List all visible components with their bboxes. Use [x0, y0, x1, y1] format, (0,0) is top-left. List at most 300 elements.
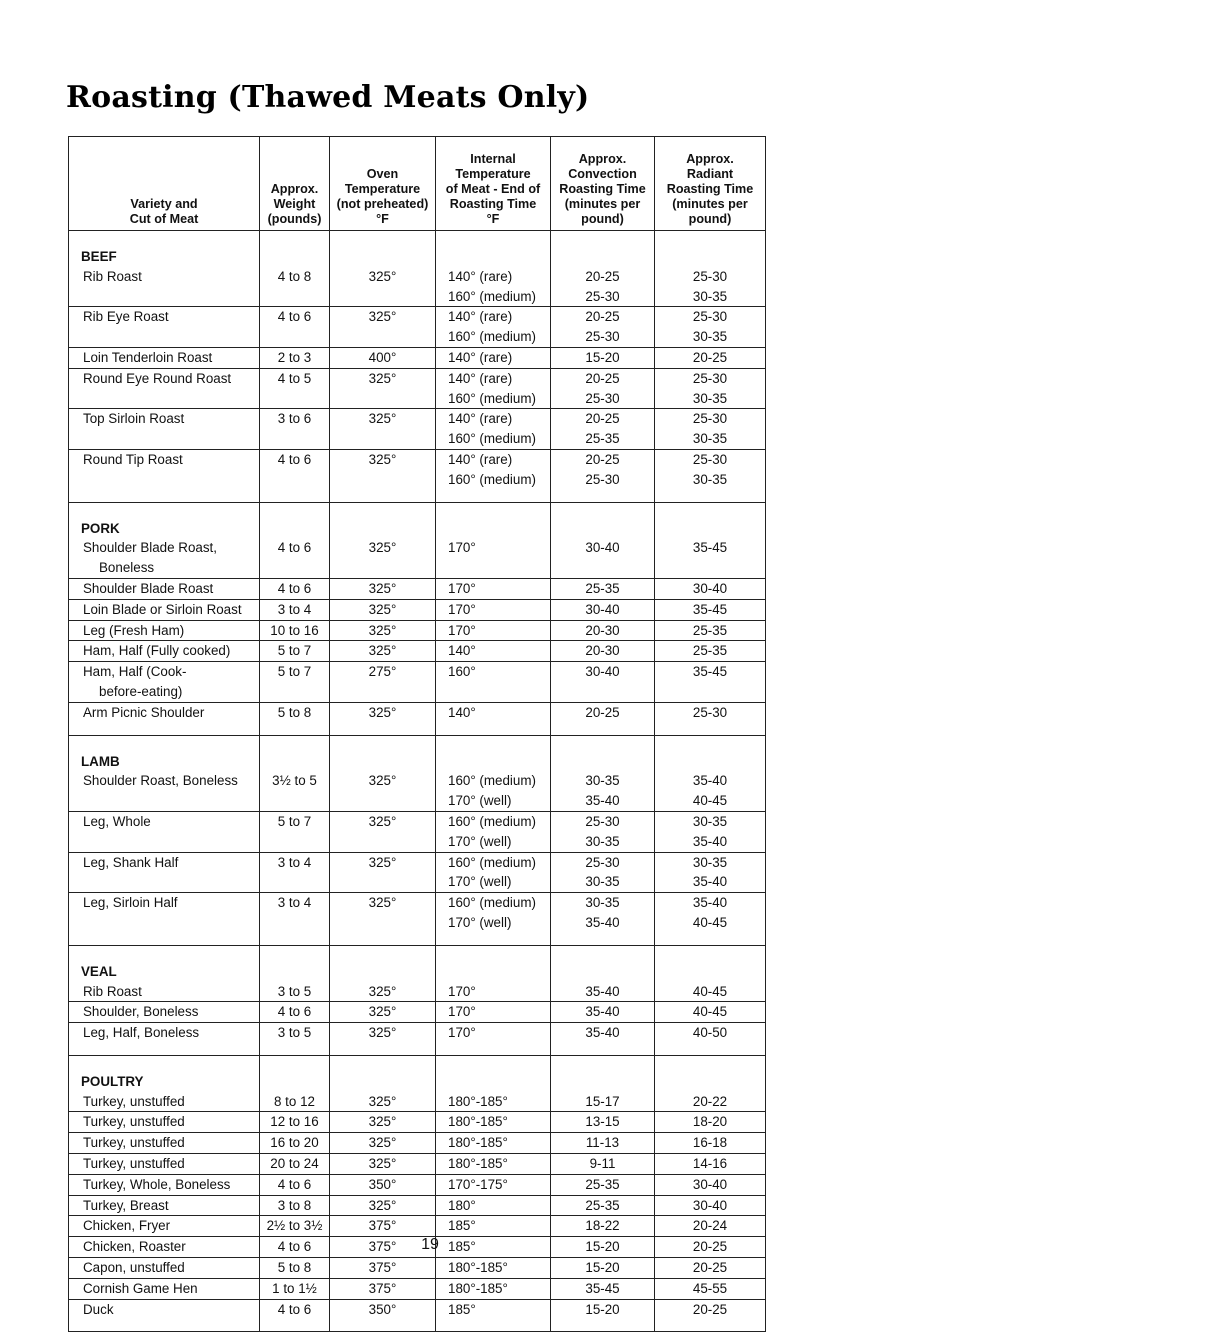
- cell-radiant-time-line: 25-30: [692, 451, 728, 467]
- cell-radiant-time: [655, 852, 766, 893]
- cell-convection-time: [551, 1278, 655, 1299]
- table-row: [69, 1258, 766, 1279]
- cell-convection-time: [551, 945, 655, 1002]
- cell-oven-temp: [330, 1023, 436, 1056]
- cell-convection-time-line: 20-25: [585, 451, 620, 467]
- cut-name: Shoulder, Boneless: [83, 1004, 199, 1020]
- cell-weight-value-line: 5 to 7: [277, 664, 312, 680]
- cell-radiant-time: [655, 1216, 766, 1237]
- cell-convection-time: [551, 599, 655, 620]
- cell-internal-temp-line: 160° (medium): [448, 390, 536, 406]
- cell-convection-time-line: 25-30: [585, 854, 620, 870]
- cell-internal-temp-line: 160° (medium): [448, 288, 536, 304]
- cell-radiant-time: [655, 449, 766, 502]
- cell-convection-time: [551, 811, 655, 852]
- cell-internal-temp: [436, 1002, 551, 1023]
- cell-radiant-time: [655, 662, 766, 703]
- table-row: [69, 1133, 766, 1154]
- cell-convection-time-line: 18-22: [585, 1218, 620, 1234]
- table-header: [69, 137, 766, 231]
- cell-internal-temp-line: 170° (well): [448, 793, 512, 809]
- cell-radiant-time: [655, 1195, 766, 1216]
- cell-internal-temp: [436, 811, 551, 852]
- cell-weight-value: [260, 1154, 330, 1175]
- cell-internal-temp: [436, 347, 551, 368]
- cell-oven-temp-line: 325°: [368, 451, 397, 467]
- cell-internal-temp-line: 160° (medium): [448, 471, 536, 487]
- cell-convection-time-line: 20-25: [585, 704, 620, 720]
- table-row: [69, 641, 766, 662]
- cell-weight-value: [260, 368, 330, 409]
- cell-internal-temp: [436, 852, 551, 893]
- cell-oven-temp: [330, 368, 436, 409]
- cell-internal-temp-line: 170° (well): [448, 914, 512, 930]
- table-row: [69, 1216, 766, 1237]
- cell-internal-temp: [436, 1216, 551, 1237]
- cell-oven-temp-line: 325°: [368, 1004, 397, 1020]
- cell-internal-temp-line: 170°: [448, 1025, 476, 1041]
- cell-internal-temp: [436, 599, 551, 620]
- cell-radiant-time-line: 35-40: [692, 773, 728, 789]
- cell-radiant-time: [655, 620, 766, 641]
- cut-name: before-eating): [99, 683, 183, 699]
- cell-internal-temp-line: 180°-185°: [448, 1114, 508, 1130]
- cell-oven-temp-line: 325°: [368, 601, 397, 617]
- cell-convection-time: [551, 893, 655, 946]
- cell-radiant-time: [655, 1258, 766, 1279]
- cell-internal-temp: [436, 662, 551, 703]
- cell-internal-temp: [436, 502, 551, 578]
- cell-radiant-time-line: 25-35: [692, 622, 728, 638]
- cell-convection-time-line: 15-17: [585, 1093, 620, 1109]
- cell-cut: [69, 1299, 260, 1332]
- cell-internal-temp: [436, 1154, 551, 1175]
- cut-name: Arm Picnic Shoulder: [83, 704, 205, 720]
- cell-weight-value: [260, 1055, 330, 1112]
- cut-name: Round Eye Round Roast: [83, 370, 232, 386]
- cell-radiant-time: [655, 1154, 766, 1175]
- cell-convection-time: [551, 1216, 655, 1237]
- cell-cut: [69, 1154, 260, 1175]
- cell-weight-value-line: 5 to 7: [277, 813, 312, 829]
- cell-convection-time: [551, 409, 655, 450]
- table-row: [69, 1023, 766, 1056]
- cell-internal-temp-line: 160° (medium): [448, 773, 536, 789]
- cell-oven-temp: [330, 1133, 436, 1154]
- section-heading: BEEF: [81, 249, 117, 264]
- cell-weight-value-line: 4 to 6: [277, 540, 312, 556]
- cell-convection-time-line: 35-40: [585, 1025, 620, 1041]
- cell-convection-time: [551, 578, 655, 599]
- cell-oven-temp: [330, 1195, 436, 1216]
- cut-name: Ham, Half (Cook-: [83, 664, 187, 680]
- section-poultry: [69, 1055, 766, 1332]
- cell-weight-value-line: 5 to 8: [277, 704, 312, 720]
- cell-weight-value-line: 3 to 6: [277, 411, 312, 427]
- cell-weight-value: [260, 1278, 330, 1299]
- cell-convection-time-line: 30-35: [585, 895, 620, 911]
- cell-convection-time-line: 20-25: [585, 268, 620, 284]
- cell-oven-temp: [330, 1154, 436, 1175]
- cell-radiant-time: [655, 1299, 766, 1332]
- cell-convection-time-line: 15-20: [585, 1301, 620, 1317]
- cell-oven-temp-line: 400°: [368, 349, 397, 365]
- cut-name: Turkey, unstuffed: [83, 1093, 185, 1109]
- header-row: [69, 137, 766, 231]
- cell-convection-time-line: 35-40: [585, 914, 620, 930]
- cell-internal-temp: [436, 449, 551, 502]
- cell-oven-temp: [330, 1278, 436, 1299]
- cell-oven-temp: [330, 1258, 436, 1279]
- cell-oven-temp-line: 375°: [368, 1218, 397, 1234]
- cell-weight-value: [260, 599, 330, 620]
- cell-convection-time-line: 20-25: [585, 411, 620, 427]
- cell-oven-temp-line: 325°: [368, 622, 397, 638]
- cell-radiant-time-line: 20-25: [692, 1301, 728, 1317]
- table-row: [69, 620, 766, 641]
- section-heading: LAMB: [81, 753, 120, 769]
- cell-radiant-time: [655, 702, 766, 735]
- cut-name: Leg, Whole: [83, 813, 151, 829]
- cell-weight-value: [260, 1023, 330, 1056]
- table-row: [69, 1237, 766, 1258]
- cut-name: Turkey, Whole, Boneless: [83, 1176, 231, 1192]
- cell-weight-value: [260, 1133, 330, 1154]
- cell-weight-value: [260, 1195, 330, 1216]
- cell-oven-temp-line: 325°: [368, 540, 397, 556]
- cell-convection-time-line: 20-30: [585, 643, 620, 659]
- cell-internal-temp-line: 140° (rare): [448, 349, 513, 365]
- cell-oven-temp: [330, 307, 436, 348]
- header-convection-time: Approx. Convection Roasting Time (minutes per pound): [551, 137, 655, 231]
- cell-radiant-time-line: 30-40: [692, 580, 728, 596]
- cell-weight-value: [260, 811, 330, 852]
- cell-cut: [69, 1258, 260, 1279]
- cell-oven-temp: [330, 1055, 436, 1112]
- cell-weight-value: [260, 502, 330, 578]
- table-row: [69, 1195, 766, 1216]
- cell-convection-time-line: 20-25: [585, 370, 620, 386]
- cell-weight-value: [260, 1174, 330, 1195]
- cell-oven-temp-line: 325°: [368, 983, 397, 999]
- cut-name: Turkey, Breast: [83, 1197, 169, 1213]
- cell-internal-temp-line: 160° (medium): [448, 431, 536, 447]
- cell-radiant-time: [655, 641, 766, 662]
- cell-internal-temp-line: 180°-185°: [448, 1135, 508, 1151]
- cell-radiant-time: [655, 409, 766, 450]
- cell-radiant-time: [655, 231, 766, 307]
- page-title: Roasting (Thawed Meats Only): [66, 80, 590, 115]
- cell-internal-temp-line: 170°: [448, 540, 476, 556]
- cell-oven-temp: [330, 662, 436, 703]
- cell-radiant-time-line: 30-35: [692, 854, 728, 870]
- table-row: [69, 502, 766, 578]
- cell-internal-temp-line: 170° (well): [448, 874, 512, 890]
- cell-cut: [69, 893, 260, 946]
- cell-radiant-time-line: 40-45: [692, 914, 728, 930]
- cell-cut: [69, 347, 260, 368]
- cell-radiant-time: [655, 1174, 766, 1195]
- section-heading: VEAL: [81, 963, 117, 979]
- cell-cut: [69, 1216, 260, 1237]
- cell-radiant-time-line: 25-35: [692, 643, 728, 659]
- cell-cut: [69, 1055, 260, 1112]
- cell-internal-temp-line: 170°: [448, 622, 476, 638]
- cell-radiant-time-line: 30-40: [692, 1197, 728, 1213]
- cell-weight-value-line: 3½ to 5: [272, 773, 317, 789]
- cell-radiant-time-line: 35-45: [692, 540, 728, 556]
- cell-radiant-time-line: 30-35: [692, 390, 728, 406]
- cell-convection-time-line: 25-35: [585, 431, 620, 447]
- header-internal-temperature: Internal Temperature of Meat - End of Roasting Time °F: [436, 137, 551, 231]
- cell-oven-temp-line: 375°: [368, 1239, 397, 1255]
- cell-convection-time-line: 25-30: [585, 329, 620, 345]
- cell-radiant-time: [655, 599, 766, 620]
- cell-weight-value: [260, 945, 330, 1002]
- table-row: [69, 1299, 766, 1332]
- cell-oven-temp-line: 325°: [368, 1114, 397, 1130]
- cell-radiant-time: [655, 1002, 766, 1023]
- cell-convection-time-line: 30-35: [585, 773, 620, 789]
- cell-oven-temp: [330, 409, 436, 450]
- cell-internal-temp-line: 160° (medium): [448, 895, 536, 911]
- cell-weight-value: [260, 662, 330, 703]
- cell-internal-temp: [436, 409, 551, 450]
- cell-internal-temp-line: 180°-185°: [448, 1156, 508, 1172]
- cell-weight-value-line: 3 to 5: [277, 1025, 312, 1041]
- cell-radiant-time-line: 25-30: [692, 704, 728, 720]
- cell-radiant-time-line: 45-55: [692, 1280, 728, 1296]
- header-weight: Approx. Weight (pounds): [260, 137, 330, 231]
- cell-oven-temp-line: 325°: [368, 813, 397, 829]
- header-variety: Variety and Cut of Meat: [69, 137, 260, 231]
- cell-internal-temp-line: 180°-185°: [448, 1280, 508, 1296]
- cell-radiant-time: [655, 945, 766, 1002]
- cell-oven-temp: [330, 811, 436, 852]
- cell-oven-temp: [330, 1216, 436, 1237]
- cell-radiant-time-line: 16-18: [692, 1135, 728, 1151]
- cell-oven-temp: [330, 578, 436, 599]
- cell-oven-temp-line: 325°: [368, 580, 397, 596]
- cell-cut: [69, 1174, 260, 1195]
- cell-radiant-time: [655, 368, 766, 409]
- cell-cut: [69, 945, 260, 1002]
- cell-internal-temp-line: 160°: [448, 664, 476, 680]
- cell-internal-temp: [436, 1133, 551, 1154]
- cell-cut: [69, 735, 260, 811]
- cut-name: Cornish Game Hen: [83, 1280, 198, 1296]
- cell-weight-value-line: 3 to 5: [277, 983, 312, 999]
- cell-oven-temp-line: 325°: [368, 773, 397, 789]
- cell-weight-value-line: 5 to 8: [277, 1260, 312, 1276]
- cell-oven-temp: [330, 641, 436, 662]
- cell-oven-temp: [330, 702, 436, 735]
- cell-internal-temp-line: 180°-185°: [448, 1093, 508, 1109]
- cell-oven-temp-line: 325°: [368, 854, 397, 870]
- table-row: [69, 578, 766, 599]
- cell-convection-time: [551, 368, 655, 409]
- cell-weight-value-line: 5 to 7: [277, 643, 312, 659]
- cell-radiant-time: [655, 1112, 766, 1133]
- cut-name: Loin Blade or Sirloin Roast: [83, 601, 242, 617]
- cell-oven-temp: [330, 1002, 436, 1023]
- cell-weight-value: [260, 1258, 330, 1279]
- table-row: [69, 1154, 766, 1175]
- cut-name: Leg, Half, Boneless: [83, 1025, 200, 1041]
- cell-oven-temp-line: 275°: [368, 664, 397, 680]
- cell-cut: [69, 662, 260, 703]
- cell-convection-time: [551, 702, 655, 735]
- cell-convection-time: [551, 1002, 655, 1023]
- cell-radiant-time: [655, 1023, 766, 1056]
- cell-internal-temp-line: 185°: [448, 1301, 476, 1317]
- cell-radiant-time: [655, 1133, 766, 1154]
- cell-radiant-time-line: 20-25: [692, 349, 728, 365]
- cell-radiant-time-line: 40-45: [692, 793, 728, 809]
- cell-cut: [69, 1237, 260, 1258]
- cell-internal-temp-line: 140° (rare): [448, 451, 513, 467]
- cut-name: Rib Roast: [83, 268, 142, 284]
- cell-internal-temp: [436, 893, 551, 946]
- cell-internal-temp-line: 140° (rare): [448, 370, 513, 386]
- cut-name: Leg (Fresh Ham): [83, 622, 185, 638]
- cell-convection-time-line: 30-40: [585, 664, 620, 680]
- cell-weight-value-line: 4 to 6: [277, 309, 312, 325]
- cell-radiant-time-line: 40-45: [692, 1004, 728, 1020]
- cell-internal-temp: [436, 1237, 551, 1258]
- cell-radiant-time-line: 25-30: [692, 309, 728, 325]
- cell-oven-temp-line: 325°: [368, 309, 397, 325]
- cell-radiant-time-line: 30-35: [692, 329, 728, 345]
- cell-oven-temp: [330, 620, 436, 641]
- section-heading: PORK: [81, 520, 120, 536]
- cell-cut: [69, 307, 260, 348]
- cell-weight-value-line: 4 to 6: [277, 1176, 312, 1192]
- cell-oven-temp: [330, 1174, 436, 1195]
- cell-cut: [69, 620, 260, 641]
- cell-radiant-time-line: 30-35: [692, 471, 728, 487]
- cell-convection-time-line: 25-30: [585, 813, 620, 829]
- cell-cut: [69, 1133, 260, 1154]
- table-row: [69, 735, 766, 811]
- cell-weight-value: [260, 231, 330, 307]
- cut-name: Ham, Half (Fully cooked): [83, 643, 231, 659]
- cell-oven-temp: [330, 347, 436, 368]
- cell-weight-value-line: 4 to 6: [277, 1301, 312, 1317]
- cell-radiant-time-line: 18-20: [692, 1114, 728, 1130]
- cell-oven-temp: [330, 449, 436, 502]
- cell-cut: [69, 641, 260, 662]
- table-row: [69, 599, 766, 620]
- cell-convection-time-line: 25-35: [585, 580, 620, 596]
- cell-cut: [69, 1023, 260, 1056]
- cut-name: Shoulder Blade Roast: [83, 580, 214, 596]
- cell-radiant-time-line: 30-35: [692, 431, 728, 447]
- cell-cut: [69, 1195, 260, 1216]
- cell-internal-temp-line: 170°: [448, 1004, 476, 1020]
- cell-radiant-time: [655, 735, 766, 811]
- table-row: [69, 1278, 766, 1299]
- table-row: [69, 811, 766, 852]
- cell-weight-value: [260, 409, 330, 450]
- cell-internal-temp: [436, 307, 551, 348]
- cell-convection-time-line: 30-40: [585, 601, 620, 617]
- cell-convection-time-line: 25-30: [585, 471, 620, 487]
- cell-weight-value: [260, 1299, 330, 1332]
- cell-oven-temp-line: 325°: [368, 370, 397, 386]
- cell-cut: [69, 1112, 260, 1133]
- cell-oven-temp-line: 350°: [368, 1176, 397, 1192]
- cell-weight-value: [260, 641, 330, 662]
- cell-oven-temp-line: 325°: [368, 1197, 397, 1213]
- cell-radiant-time-line: 25-30: [692, 268, 728, 284]
- cell-radiant-time-line: 20-22: [692, 1093, 728, 1109]
- cell-internal-temp-line: 180°-185°: [448, 1260, 508, 1276]
- cell-oven-temp-line: 325°: [368, 704, 397, 720]
- cell-cut: [69, 502, 260, 578]
- cell-weight-value-line: 4 to 6: [277, 1004, 312, 1020]
- cell-radiant-time: [655, 347, 766, 368]
- cut-name: Leg, Sirloin Half: [83, 895, 178, 911]
- cut-name: Rib Roast: [83, 983, 142, 999]
- cell-radiant-time: [655, 578, 766, 599]
- cell-weight-value-line: 3 to 4: [277, 601, 312, 617]
- cell-internal-temp-line: 170°: [448, 601, 476, 617]
- cell-radiant-time-line: 14-16: [692, 1156, 728, 1172]
- cell-internal-temp-line: 160° (medium): [448, 813, 536, 829]
- cell-internal-temp: [436, 641, 551, 662]
- table-row: [69, 1174, 766, 1195]
- cell-weight-value-line: 4 to 6: [277, 580, 312, 596]
- table-row: [69, 945, 766, 1002]
- table-row: [69, 893, 766, 946]
- cell-oven-temp-line: 375°: [368, 1260, 397, 1276]
- cell-internal-temp-line: 170°-175°: [448, 1176, 508, 1192]
- cell-convection-time: [551, 1112, 655, 1133]
- cell-weight-value-line: 4 to 8: [277, 268, 312, 284]
- cell-weight-value: [260, 347, 330, 368]
- cell-convection-time: [551, 1174, 655, 1195]
- cell-convection-time: [551, 231, 655, 307]
- cell-convection-time-line: 35-40: [585, 1004, 620, 1020]
- cell-weight-value: [260, 893, 330, 946]
- cell-cut: [69, 599, 260, 620]
- cell-cut: [69, 1002, 260, 1023]
- cell-oven-temp-line: 350°: [368, 1301, 397, 1317]
- cell-weight-value: [260, 702, 330, 735]
- cell-weight-value-line: 1 to 1½: [272, 1280, 317, 1296]
- section-heading: POULTRY: [81, 1073, 144, 1089]
- cell-convection-time-line: 35-40: [585, 983, 620, 999]
- cell-convection-time-line: 35-40: [585, 793, 620, 809]
- cell-convection-time: [551, 1133, 655, 1154]
- cell-radiant-time: [655, 502, 766, 578]
- cut-name: Loin Tenderloin Roast: [83, 349, 213, 365]
- cell-oven-temp: [330, 502, 436, 578]
- cell-convection-time-line: 25-35: [585, 1176, 620, 1192]
- cell-weight-value-line: 4 to 5: [277, 370, 312, 386]
- cell-weight-value: [260, 620, 330, 641]
- cell-oven-temp-line: 325°: [368, 1135, 397, 1151]
- cell-weight-value: [260, 449, 330, 502]
- cell-cut: [69, 852, 260, 893]
- cell-internal-temp: [436, 1023, 551, 1056]
- cell-internal-temp-line: 140° (rare): [448, 268, 513, 284]
- table-row: [69, 347, 766, 368]
- cell-internal-temp: [436, 578, 551, 599]
- cell-convection-time: [551, 347, 655, 368]
- cell-convection-time: [551, 641, 655, 662]
